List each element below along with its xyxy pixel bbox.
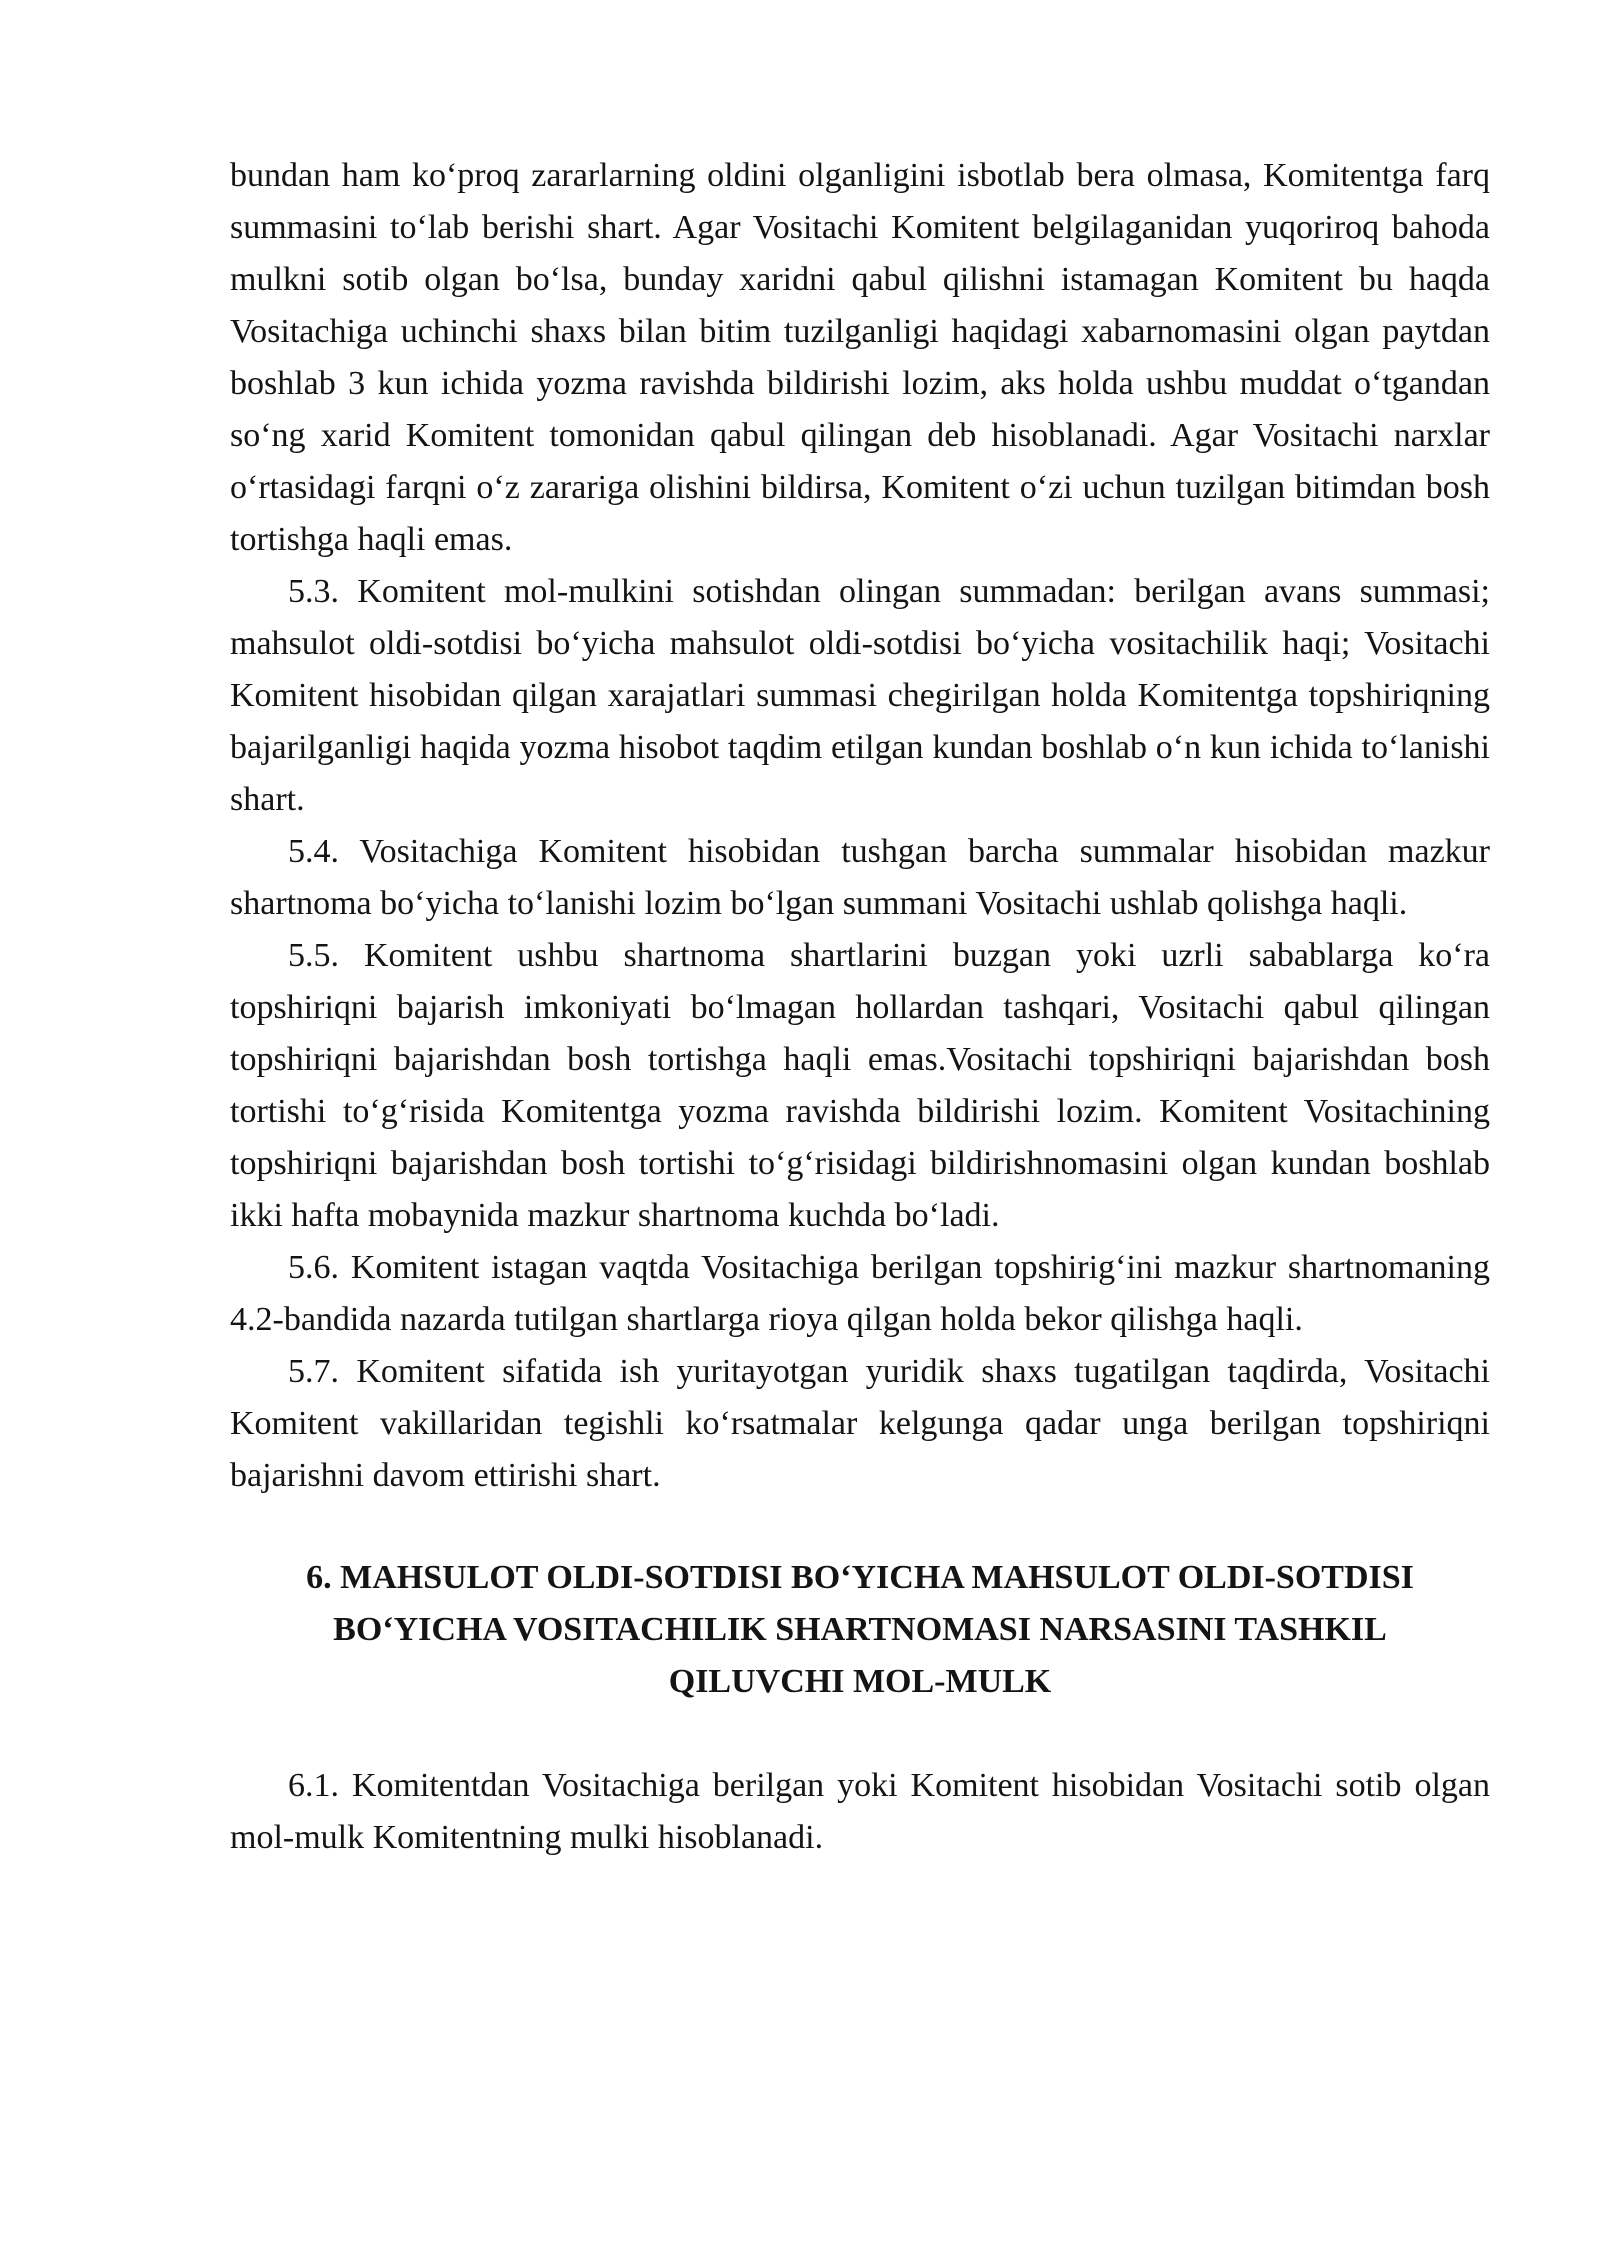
section-6-heading: 6. MAHSULOT OLDI-SOTDISI BO‘YICHA MAHSULOT OLDI-SOTDISI BO‘YICHA VOSITACHILIK SHARTNOMASI NARSASINI TASHKIL QILUVCHI MOL-MULK [306,1559,1414,1700]
paragraph-5-3: 5.3. Komitent mol-mulkini sotishdan olingan summadan: berilgan avans summasi; mahsulot oldi-sotdisi bo‘yicha mahsulot oldi-sotdisi bo‘yicha vositachilik haqi; Vositachi Komitent hisobidan qilgan xarajatlari summasi chegirilgan holda Komitentga topshiriqning bajarilganligi haqida yozma hisobot taqdim etilgan kundan boshlab o‘n kun ichida to‘lanishi shart. [230,573,1490,818]
paragraph-5-6: 5.6. Komitent istagan vaqtda Vositachiga berilgan topshirig‘ini mazkur shartnomaning 4.2-bandida nazarda tutilgan shartlarga rioya qilgan holda bekor qilishga haqli. [230,1249,1490,1338]
paragraph-5-7: 5.7. Komitent sifatida ish yuritayotgan yuridik shaxs tugatilgan taqdirda, Vositachi Komitent vakillaridan tegishli ko‘rsatmalar kelgunga qadar unga berilgan topshiriqni bajarishni davom ettirishi shart. [230,1353,1490,1494]
document-body [230,150,1490,1864]
paragraph-6-1: 6.1. Komitentdan Vositachiga berilgan yoki Komitent hisobidan Vositachi sotib olgan mol-mulk Komitentning mulki hisoblanadi. [230,1767,1490,1856]
paragraph-5-4: 5.4. Vositachiga Komitent hisobidan tushgan barcha summalar hisobidan mazkur shartnoma bo‘yicha to‘lanishi lozim bo‘lgan summani Vositachi ushlab qolishga haqli. [230,833,1490,922]
paragraph-5-5: 5.5. Komitent ushbu shartnoma shartlarini buzgan yoki uzrli sabablarga ko‘ra topshiriqni bajarish imkoniyati bo‘lmagan hollardan tashqari, Vositachi qabul qilingan topshiriqni bajarishdan bosh tortishga haqli emas.Vositachi topshiriqni bajarishdan bosh tortishi to‘g‘risida Komitentga yozma ravishda bildirishi lozim. Komitent Vositachining topshiriqni bajarishdan bosh tortishi to‘g‘risidagi bildirishnomasini olgan kundan boshlab ikki hafta mobaynida mazkur shartnoma kuchda bo‘ladi. [230,937,1490,1234]
paragraph-continuation: bundan ham ko‘proq zararlarning oldini olganligini isbotlab bera olmasa, Komitentga farq summasini to‘lab berishi shart. Agar Vositachi Komitent belgilaganidan yuqoriroq bahoda mulkni sotib olgan bo‘lsa, bunday xaridni qabul qilishni istamagan Komitent bu haqda Vositachiga uchinchi shaxs bilan bitim tuzilganligi haqidagi xabarnomasini olgan paytdan boshlab 3 kun ichida yozma ravishda bildirishi lozim, aks holda ushbu muddat o‘tgandan so‘ng xarid Komitent tomonidan qabul qilingan deb hisoblanadi. Agar Vositachi narxlar o‘rtasidagi farqni o‘z zarariga olishini bildirsa, Komitent o‘zi uchun tuzilgan bitimdan bosh tortishga haqli emas. [230,157,1490,558]
